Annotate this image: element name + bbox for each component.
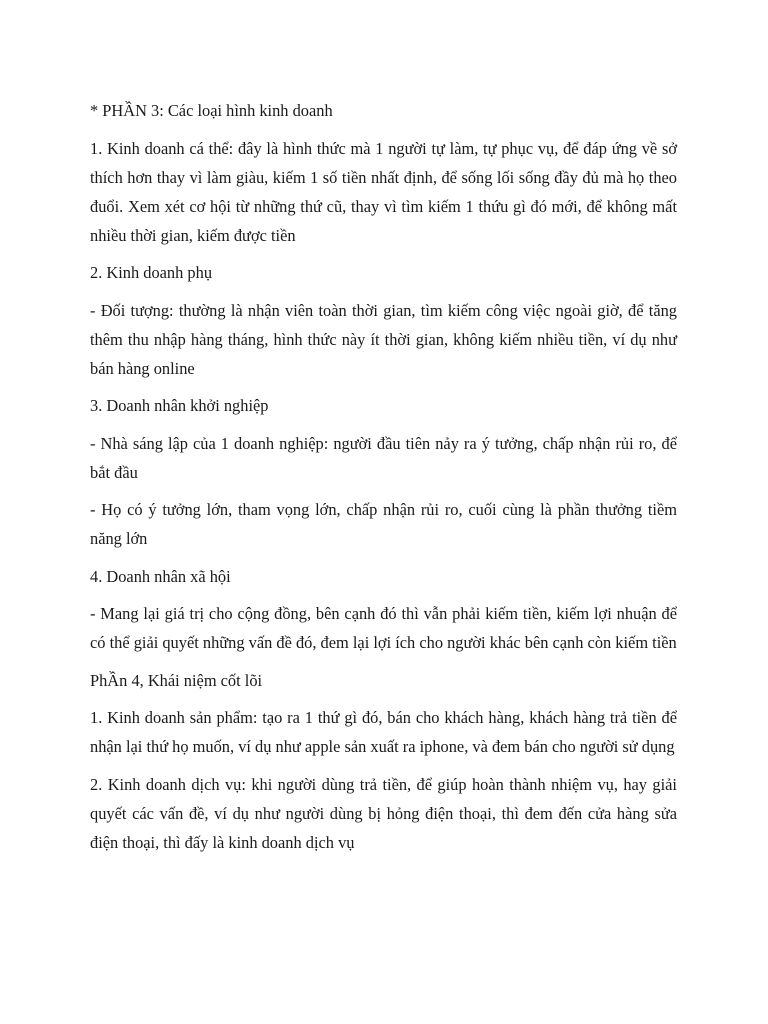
heading-startup-entrepreneur: 3. Doanh nhân khởi nghiệp xyxy=(90,396,269,415)
section-heading-part-4: PhẦn 4, Khái niệm cốt lõi xyxy=(90,670,263,690)
paragraph-service-business: 2. Kinh doanh dịch vụ: khi người dùng trả tiền, để giúp hoàn thành nhiệm vụ, hay giải quyết các vấn đề, ví dụ như người dùng bị hỏng điện thoại, thì đem đến cửa hàng sửa điện thoại, thì đấy là kinh doanh dịch vụ xyxy=(90,774,677,852)
heading-social-entrepreneur: 4. Doanh nhân xã hội xyxy=(90,566,231,586)
section-heading-part-3: * PHẦN 3: Các loại hình kinh doanh xyxy=(90,101,333,120)
paragraph-big-ideas: - Họ có ý tưởng lớn, tham vọng lớn, chấp nhận rủi ro, cuối cùng là phần thưởng tiềm năng lớn xyxy=(90,500,677,548)
paragraph-individual-business: 1. Kinh doanh cá thể: đây là hình thức mà 1 người tự làm, tự phục vụ, để đáp ứng về sở thích hơn thay vì làm giàu, kiếm 1 số tiền nhất định, để sống lối sống đầy đủ mà họ theo đuổi. Xem xét cơ hội từ những thứ cũ, thay vì tìm kiếm 1 thứu gì đó mới, để không mất nhiều thời gian, kiếm được tiền xyxy=(90,138,677,245)
paragraph-social-value: - Mang lại giá trị cho cộng đồng, bên cạnh đó thì vẫn phải kiếm tiền, kiếm lợi nhuận để có thể giải quyết những vấn đề đó, đem lại lợi ích cho người khác bên cạnh còn kiếm tiền xyxy=(90,604,677,652)
paragraph-product-business: 1. Kinh doanh sản phẩm: tạo ra 1 thứ gì đó, bán cho khách hàng, khách hàng trả tiền để nhận lại thứ họ muốn, ví dụ như apple sản xuất ra iphone, và đem bán cho người sử dụng xyxy=(90,708,677,756)
paragraph-side-business-target: - Đối tượng: thường là nhận viên toàn thời gian, tìm kiếm công việc ngoài giờ, để tăng thêm thu nhập hàng tháng, hình thức này ít thời gian, không kiếm nhiều tiền, ví dụ như bán hàng online xyxy=(90,300,677,378)
document-page xyxy=(90,96,677,865)
paragraph-founder: - Nhà sáng lập của 1 doanh nghiệp: người đầu tiên nảy ra ý tưởng, chấp nhận rủi ro, để bắt đầu xyxy=(90,433,677,482)
heading-side-business: 2. Kinh doanh phụ xyxy=(90,263,213,282)
